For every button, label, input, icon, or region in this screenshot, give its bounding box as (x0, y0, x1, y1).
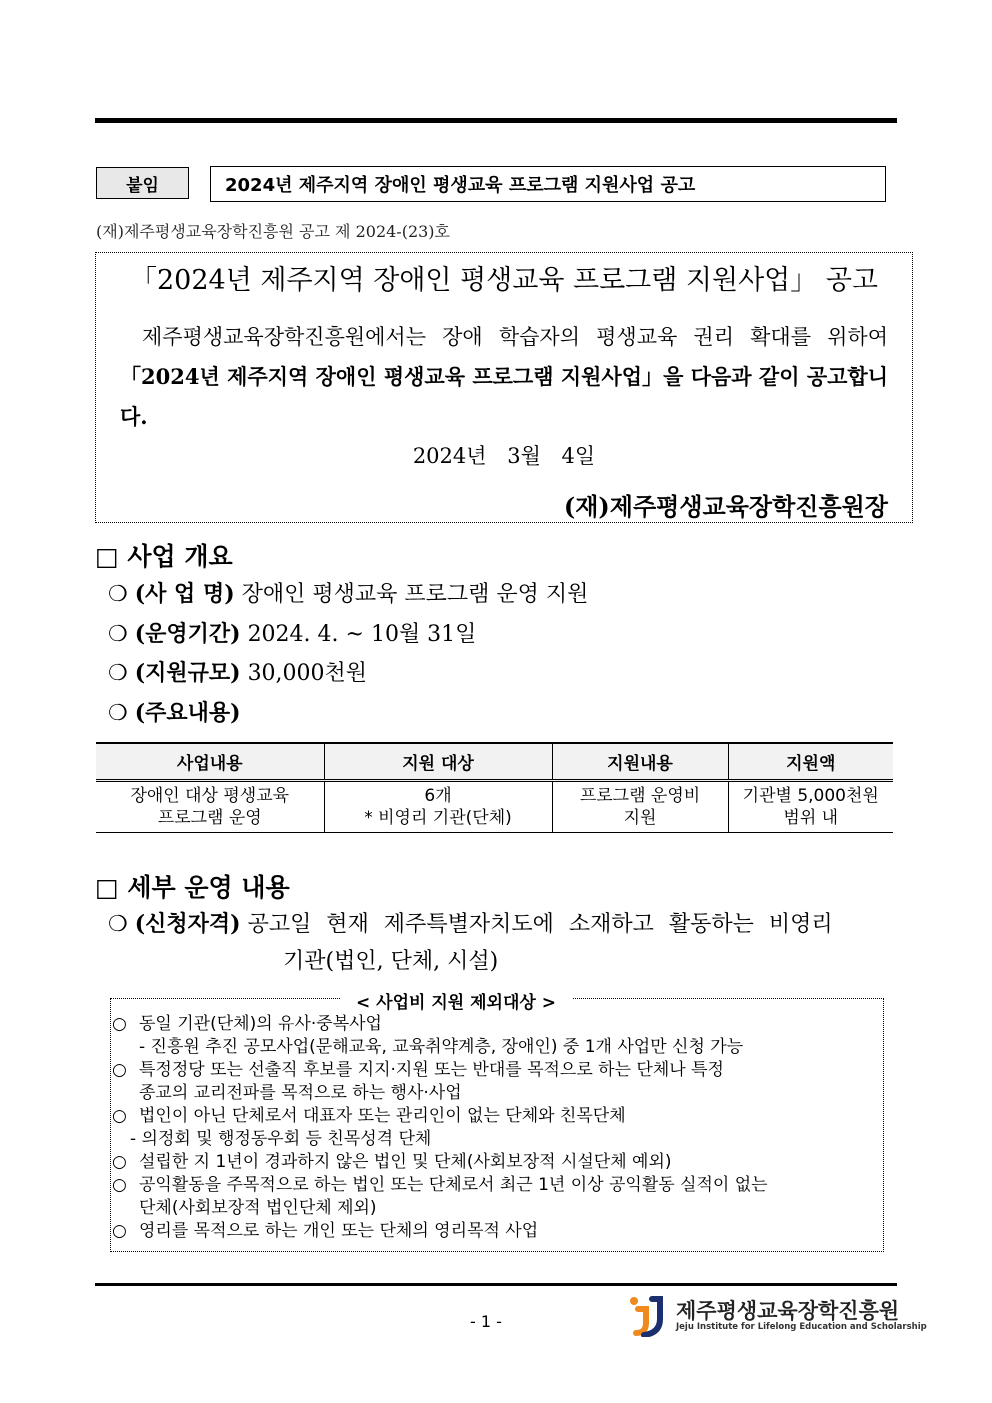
page-number: - 1 - (470, 1312, 502, 1331)
item-value: 2024. 4. ~ 10월 31일 (247, 622, 477, 647)
list-subitem: 단체(사회보장적 법인단체 제외) (139, 1198, 377, 1218)
item-label: (운영기간) (134, 621, 241, 647)
item-label: (지원규모) (134, 660, 241, 686)
table-row (96, 781, 893, 833)
circle-marker: ○ (112, 1014, 127, 1034)
bullet-marker: ❍ (108, 661, 128, 686)
notice-signature: (재)제주평생교육장학진흥원장 (563, 492, 888, 521)
item-value: 장애인 평생교육 프로그램 운영 지원 (241, 582, 589, 607)
cell-line: 지원 (623, 808, 657, 828)
table-cell (96, 781, 324, 833)
table-cell (324, 781, 552, 833)
table-header-row (96, 743, 893, 781)
institute-name: 제주평생교육장학진흥원 (676, 1299, 900, 1323)
table-header: 사업내용 (96, 743, 324, 781)
list-item (112, 1151, 872, 1174)
overview-table (96, 742, 893, 833)
item-value: 30,000천원 (247, 661, 368, 686)
item-text: 특정정당 또는 선출직 후보를 지지·지원 또는 반대를 목적으로 하는 단체나 특정 (139, 1060, 724, 1080)
notice-title: 「2024년 제주지역 장애인 평생교육 프로그램 지원사업」 공고 (129, 265, 878, 296)
list-item (112, 1059, 872, 1082)
item-text: 법인이 아닌 단체로서 대표자 또는 관리인이 없는 단체와 친목단체 (139, 1106, 626, 1126)
institute-logo-icon (626, 1293, 670, 1337)
notice-paragraph (120, 318, 888, 437)
notice-para-plain: 제주평생교육장학진흥원에서는 장애 학습자의 평생교육 권리 확대를 위하여 (142, 325, 888, 349)
cell-line: * 비영리 기관(단체) (364, 808, 512, 828)
eligibility-label: (신청자격) (134, 911, 241, 937)
item-label: (사 업 명) (134, 581, 235, 607)
bullet-marker: ❍ (108, 622, 128, 647)
circle-marker: ○ (112, 1060, 127, 1080)
list-subitem: - 진흥원 추진 공모사업(문해교육, 교육취약계층, 장애인) 중 1개 사업만 신청 가능 (139, 1037, 744, 1057)
eligibility-line-1 (108, 907, 833, 938)
cell-line: 범위 내 (783, 808, 839, 828)
item-text: 공익활동을 주목적으로 하는 법인 또는 단체로서 최근 1년 이상 공익활동 실적이 없는 (139, 1175, 768, 1195)
item-text: 설립한 지 1년이 경과하지 않은 법인 및 단체(사회보장적 시설단체 예외) (139, 1152, 672, 1172)
cell-line: 기관별 5,000천원 (742, 786, 879, 806)
circle-marker: ○ (112, 1106, 127, 1126)
bullet-marker: ❍ (108, 912, 128, 937)
overview-item-name (108, 577, 588, 608)
list-subitem: - 의정회 및 행정동우회 등 친목성격 단체 (130, 1129, 432, 1149)
table-cell (552, 781, 728, 833)
list-subitem: 종교의 교리전파를 목적으로 하는 행사·사업 (139, 1083, 462, 1103)
list-item (112, 1174, 872, 1197)
item-text: 동일 기관(단체)의 유사·중복사업 (139, 1014, 382, 1034)
table-header: 지원내용 (552, 743, 728, 781)
list-item (112, 1220, 872, 1243)
overview-item-scale (108, 656, 367, 687)
top-rule (95, 118, 897, 123)
bullet-marker: ❍ (108, 701, 128, 726)
eligibility-text: 공고일 현재 제주특별자치도에 소재하고 활동하는 비영리 (247, 912, 833, 937)
notice-para-bold: 「2024년 제주지역 장애인 평생교육 프로그램 지원사업」을 다음과 같이 공고합니다. (120, 364, 888, 429)
table-header: 지원액 (728, 743, 893, 781)
institute-english-name: Jeju Institute for Lifelong Education and Scholarship (676, 1322, 927, 1332)
eligibility-line-2: 기관(법인, 단체, 시설) (283, 949, 499, 974)
notice-number: (재)제주평생교육장학진흥원 공고 제 2024-(23)호 (96, 222, 451, 241)
overview-item-content (108, 696, 241, 727)
bottom-rule (95, 1283, 897, 1286)
table-cell (728, 781, 893, 833)
cell-line: 장애인 대상 평생교육 (130, 786, 290, 806)
attachment-label: 붙임 (96, 167, 189, 199)
overview-item-period (108, 617, 476, 648)
bullet-marker: ❍ (108, 582, 128, 607)
cell-line: 프로그램 운영 (157, 808, 262, 828)
circle-marker: ○ (112, 1152, 127, 1172)
circle-marker: ○ (112, 1221, 127, 1241)
list-item (112, 1013, 872, 1036)
exclusions-list (112, 1013, 872, 1243)
exclusions-heading: < 사업비 지원 제외대상 > (340, 988, 572, 1013)
item-label: (주요내용) (134, 700, 241, 726)
item-text: 영리를 목적으로 하는 개인 또는 단체의 영리목적 사업 (139, 1221, 539, 1241)
notice-date: 2024년 3월 4일 (412, 444, 596, 468)
section-heading-details: □ 세부 운영 내용 (95, 873, 290, 902)
attachment-title: 2024년 제주지역 장애인 평생교육 프로그램 지원사업 공고 (210, 166, 886, 202)
section-heading-overview: □ 사업 개요 (95, 542, 233, 571)
cell-line: 프로그램 운영비 (579, 786, 701, 806)
cell-line: 6개 (424, 786, 452, 806)
list-item (112, 1105, 872, 1128)
table-header: 지원 대상 (324, 743, 552, 781)
circle-marker: ○ (112, 1175, 127, 1195)
